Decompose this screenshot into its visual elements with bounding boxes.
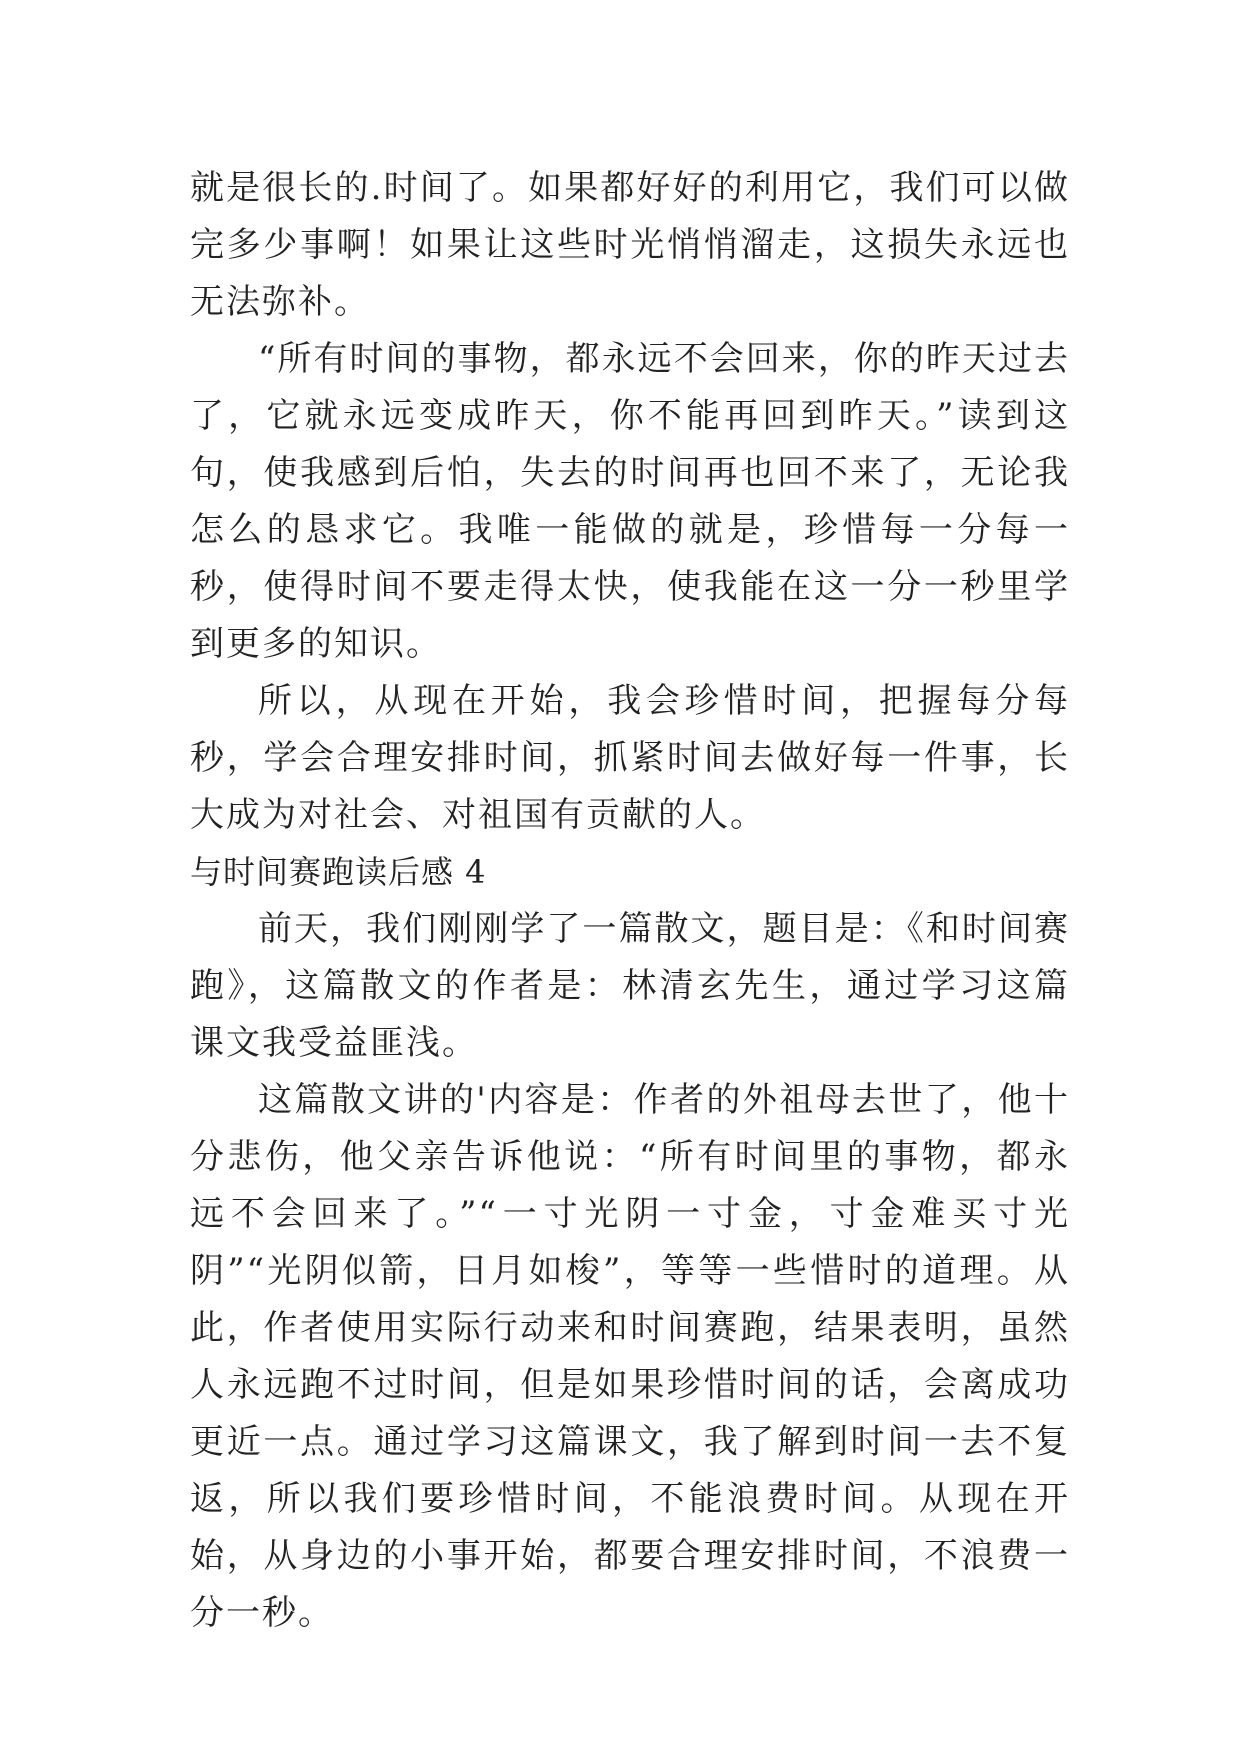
document-body (190, 160, 1070, 1642)
paragraph-intro: 前天，我们刚刚学了一篇散文，题目是：《和时间赛跑》，这篇散文的作者是：林清玄先生，通过学习这篇课文我受益匪浅。 (190, 909, 1070, 1063)
paragraph-quote: “所有时间的事物，都永远不会回来，你的昨天过去了，它就永远变成昨天，你不能再回到昨天。”读到这句，使我感到后怕，失去的时间再也回不来了，无论我怎么的恳求它。我唯一能做的就是，珍惜每一分每一秒，使得时间不要走得太快，使我能在这一分一秒里学到更多的知识。 (190, 339, 1070, 664)
paragraph-conclusion: 所以，从现在开始，我会珍惜时间，把握每分每秒，学会合理安排时间，抓紧时间去做好每一件事，长大成为对社会、对祖国有贡献的人。 (190, 681, 1070, 835)
paragraph-continuation: 就是很长的.时间了。如果都好好的利用它，我们可以做完多少事啊！如果让这些时光悄悄溜走，这损失永远也无法弥补。 (190, 168, 1070, 322)
section-heading: 与时间赛跑读后感 4 (190, 853, 487, 891)
paragraph-summary: 这篇散文讲的'内容是：作者的外祖母去世了，他十分悲伤，他父亲告诉他说：“所有时间里的事物，都永远不会回来了。”“一寸光阴一寸金，寸金难买寸光阴”“光阴似箭，日月如梭”，等等一些惜时的道理。从此，作者使用实际行动来和时间赛跑，结果表明，虽然人永远跑不过时间，但是如果珍惜时间的话，会离成功更近一点。通过学习这篇课文，我了解到时间一去不复返，所以我们要珍惜时间，不能浪费时间。从现在开始，从身边的小事开始，都要合理安排时间，不浪费一分一秒。 (190, 1080, 1070, 1633)
